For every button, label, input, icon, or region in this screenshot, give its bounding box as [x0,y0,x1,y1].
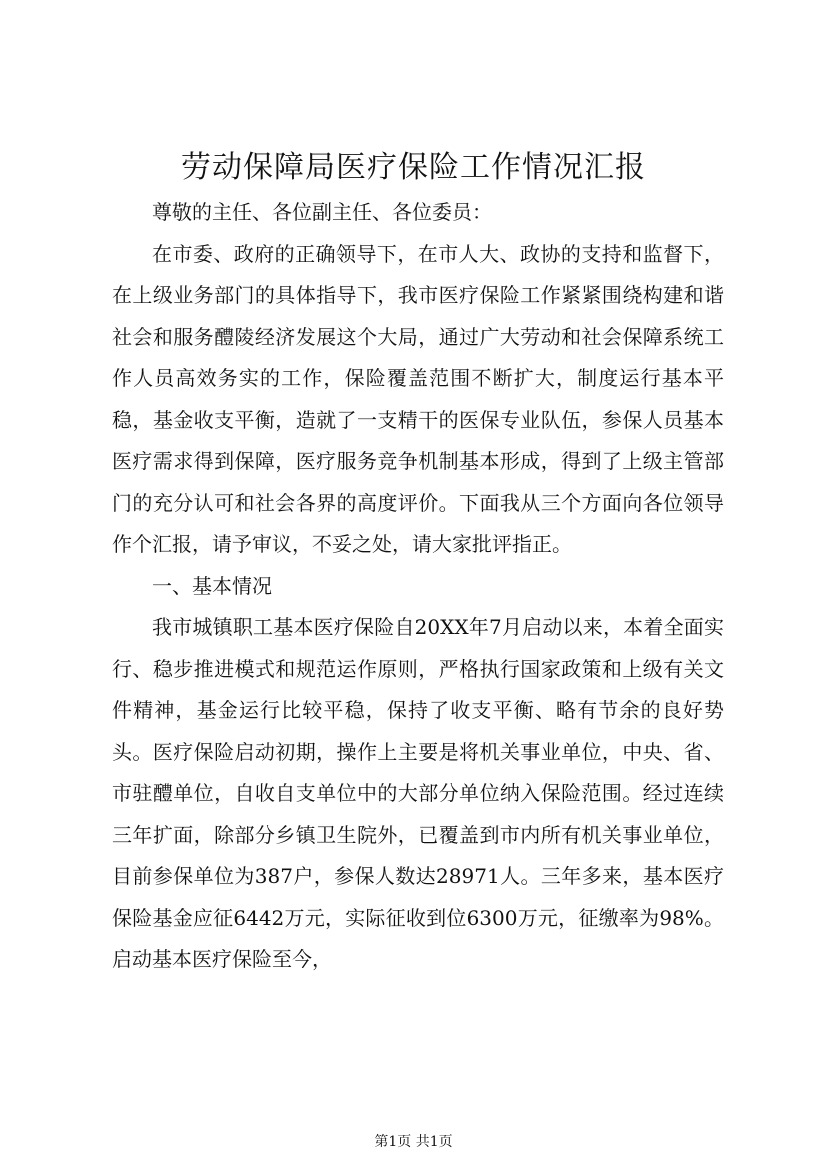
salutation-paragraph: 尊敬的主任、各位副主任、各位委员： [152,200,492,224]
intro-paragraph: 在市委、政府的正确领导下，在市人大、政协的支持和监督下，在上级业务部门的具体指导下，我市医疗保险工作紧紧围绕构建和谐社会和服务醴陵经济发展这个大局，通过广大劳动和社会保障系统工作人员高效务实的工作，保险覆盖范围不断扩大，制度运行基本平稳，基金收支平衡，造就了一支精干的医保专业队伍，参保人员基本医疗需求得到保障，医疗服务竞争机制基本形成，得到了上级主管部门的充分认可和社会各界的高度评价。下面我从三个方面向各位领导作个汇报，请予审议，不妥之处，请大家批评指正。 [112,241,724,556]
document-body [112,192,724,981]
page-footer: 第1页 共1页 [374,1134,453,1150]
document-title: 劳动保障局医疗保险工作情况汇报 [181,150,646,185]
section-heading: 一、基本情况 [152,573,272,598]
basic-situation-paragraph: 我市城镇职工基本医疗保险自20XX年7月启动以来，本着全面实行、稳步推进模式和规范运作原则，严格执行国家政策和上级有关文件精神，基金运行比较平稳，保持了收支平衡、略有节余的良好势头。医疗保险启动初期，操作上主要是将机关事业单位，中央、省、市驻醴单位，自收自支单位中的大部分单位纳入保险范围。经过连续三年扩面，除部分乡镇卫生院外，已覆盖到市内所有机关事业单位，目前参保单位为387户，参保人数达28971人。三年多来，基本医疗保险基金应征6442万元，实际征收到位6300万元，征缴率为98%。启动基本医疗保险至今， [112,615,724,971]
